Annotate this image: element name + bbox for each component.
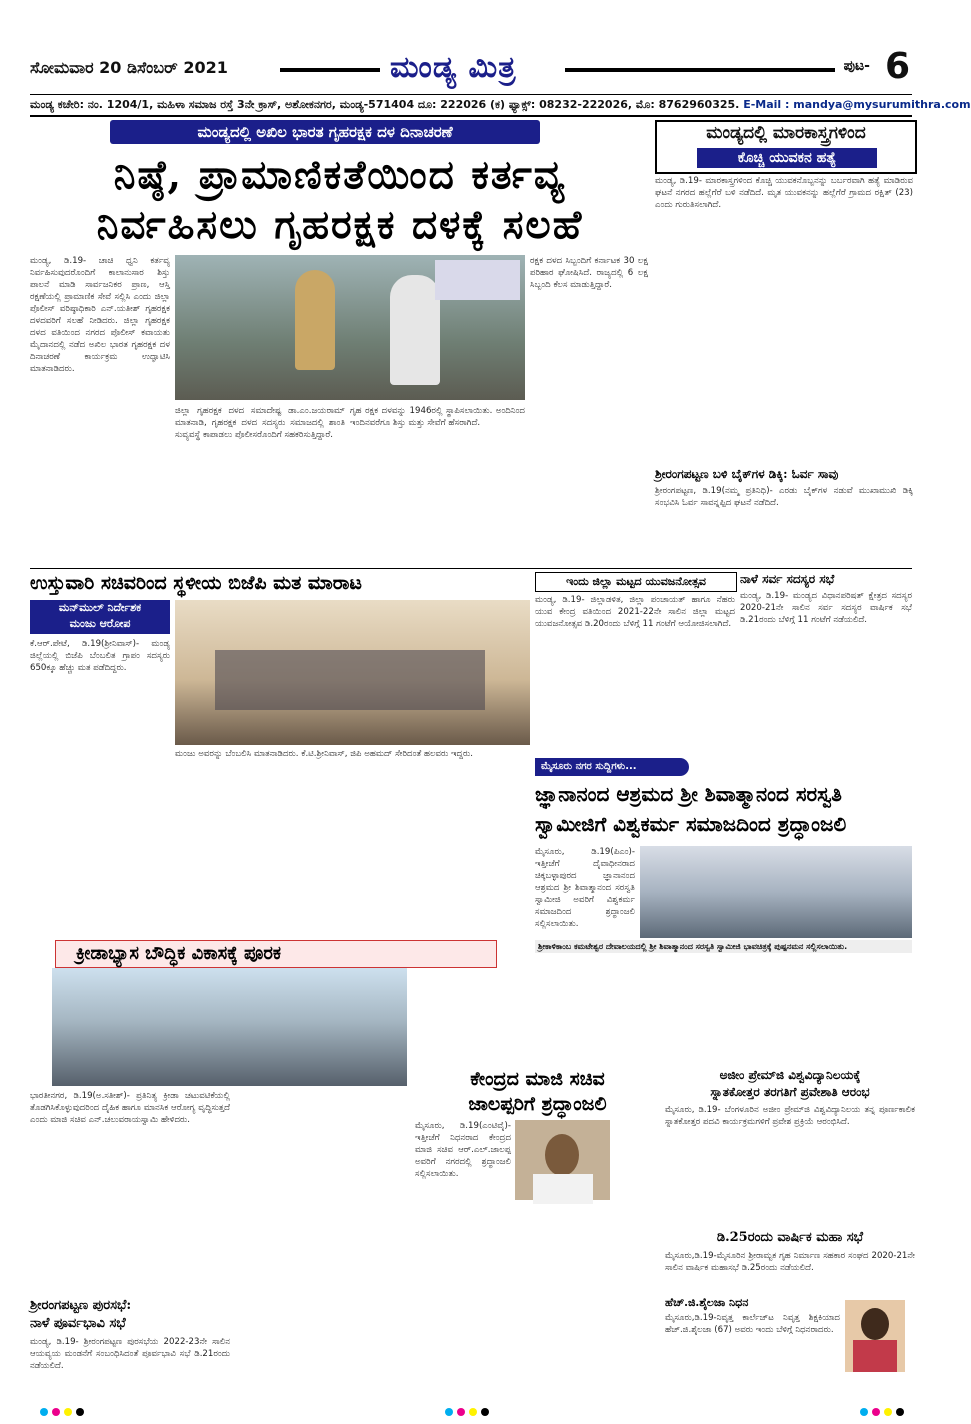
page-number: 6 [884,46,910,87]
sports-headline: ಕ್ರೀಡಾಭ್ಯಾಸ ಬೌದ್ಧಿಕ ವಿಕಾಸಕ್ಕೆ ಪೂರಕ [76,943,282,964]
mysuru-caption: ಶ್ರೀಕಾಳಿಕಾಂಬ ಕಮಟೇಶ್ವರ ದೇವಾಲಯದಲ್ಲಿ ಶ್ರೀ ಶಿವಾತ್ಮಾನಂದ ಸರಸ್ವತಿ ಸ್ವಾಮೀಜಿ ಭಾವಚಿತ್ರಕ್ಕೆ ಪುಷ್ಪನಮನ ಸಲ್ಲಿಸಲಾಯಿತು. [535,940,912,953]
side-sub-title: ಶ್ರೀರಂಗಪಟ್ಟಣ ಬಳಿ ಬೈಕ್‌ಗಳ ಡಿಕ್ಕಿ: ಓರ್ವ ಸಾವು [655,467,839,481]
sports-photo [52,968,407,1086]
general-body-title: ನಾಳೆ ಸರ್ವ ಸದಸ್ಯರ ಸಭೆ [740,572,835,586]
bjp-subhead-2: ಮಂಜು ಆರೋಪ [69,617,131,630]
lead-column-1: ಮಂಡ್ಯ, ಡಿ.19- ಚಾಚಿ ಧ್ವನಿ ಕರ್ತವ್ಯ ನಿರ್ವಹಿಸುವುದರೊಂದಿಗೆ ಕಾಲಾನುಸಾರ ಶಿಸ್ತು ಪಾಲನೆ ಮಾಡಿ ಸಾರ್ವಜನಿಕರ ಪ್ರಾಣ, ಆಸ್ತಿ ರಕ್ಷಣೆಯಲ್ಲಿ ಪ್ರಾಮಾಣಿಕ ಸೇವೆ ಸಲ್ಲಿಸಿ ಎಂದು ಜಿಲ್ಲಾ ಪೊಲೀಸ್ ವರಿಷ್ಠಾಧಿಕಾರಿ ಎನ್.ಯತೀಶ್ ಗೃಹರಕ್ಷಕ ದಳದವರಿಗೆ ಸಲಹೆ ನೀಡಿದರು. ಜಿಲ್ಲಾ ಗೃಹರಕ್ಷಕ ದಳದ ವತಿಯಿಂದ ನಗರದ ಪೊಲೀಸ್ ಕವಾಯತು ಮೈದಾನದಲ್ಲಿ ನಡೆದ ಅಖಿಲ ಭಾರತ ಗೃಹರಕ್ಷಕ ದಳ ದಿನಾಚರಣೆ ಕಾರ್ಯಕ್ರಮ ಉದ್ಘಾಟಿಸಿ ಮಾತನಾಡಿದರು. [30,256,170,374]
portrait-shirt [533,1174,593,1204]
cyan-dot [860,1408,868,1416]
cyan-dot [40,1408,48,1416]
bjp-subhead-1: ಮನ್‌ಮುಲ್ ನಿರ್ದೇಶಕ [58,601,142,614]
office-email: E-Mail : mandya@mysurumithra.com [743,98,971,111]
youth-fest-body: ಮಂಡ್ಯ, ಡಿ.19- ಜಿಲ್ಲಾಡಳಿತ, ಜಿಲ್ಲಾ ಪಂಚಾಯತ್ ಹಾಗೂ ನೆಹರು ಯುವ ಕೇಂದ್ರ ವತಿಯಿಂದ 2021-22ನೇ ಸಾಲಿನ ಜಿಲ್ಲಾ ಮಟ್ಟದ ಯುವಜನೋತ್ಸವ ಡಿ.20ರಂದು ಬೆಳಿಗ್ಗೆ 11 ಗಂಟೆಗೆ ಆಯೋಜಿಸಲಾಗಿದೆ. [535,595,735,629]
section-divider [30,568,912,569]
newspaper-logo: ಮಂಡ್ಯ ಮಿತ್ರ [390,50,517,85]
group-of-people [215,650,485,710]
obituary-face [861,1308,889,1340]
university-headline-2: ಸ್ನಾತಕೋತ್ತರ ತರಗತಿಗೆ ಪ್ರವೇಶಾತಿ ಆರಂಭ [710,1085,870,1099]
sports-sub-title-2: ನಾಳೆ ಪೂರ್ವಭಾವಿ ಸಭೆ [30,1316,126,1331]
magenta-dot [52,1408,60,1416]
page-label: ಪುಟ- [843,58,870,74]
meeting-title: ಡಿ.25ರಂದು ವಾರ್ಷಿಕ ಮಹಾ ಸಭೆ [716,1230,864,1245]
bjp-headline: ಉಸ್ತುವಾರಿ ಸಚಿವರಿಂದ ಸ್ಥಳೀಯ ಬಿಜೆಪಿ ಮತ ಮಾರಾಟ [30,572,362,594]
black-dot [76,1408,84,1416]
speaker-figure [390,275,440,385]
side-story-header [655,120,917,174]
black-dot [896,1408,904,1416]
obituary-saree [853,1340,897,1372]
sports-sub-title-1: ಶ್ರೀರಂಗಪಟ್ಟಣ ಪುರಸಭೆ: [30,1298,132,1313]
meeting-body: ಮೈಸೂರು,ಡಿ.19-ಮೈಸೂರಿನ ಶ್ರೀರಾಮ್ಟಕ ಗೃಹ ನಿರ್ಮಾಣ ಸಹಕಾರ ಸಂಘದ 2020-21ನೇ ಸಾಲಿನ ವಾರ್ಷಿಕ ಮಹಾಸಭೆ ಡಿ.25ರಂದು ನಡೆಯಲಿದೆ. [665,1251,915,1273]
masthead-rule-left [280,68,380,72]
masthead [30,46,910,90]
bjp-photo [175,600,530,745]
jalappa-portrait [515,1120,610,1200]
officer-figure [295,270,335,370]
university-headline-1: ಅಜೀಂ ಪ್ರೇಮ್‌ಜಿ ವಿಶ್ವವಿದ್ಯಾನಿಲಯಕ್ಕೆ [719,1068,861,1082]
bjp-caption: ಮಂಜು ಅವರನ್ನು ಬೆಂಬಲಿಸಿ ಮಾತನಾಡಿದರು. ಕೆ.ಟಿ.ಶ್ರೀನಿವಾಸ್, ಜಿಪಿ ಅಹಮದ್ ಸೇರಿದಂತೆ ಹಲವರು ಇದ್ದರು. [175,749,473,759]
jalappa-body: ಮೈಸೂರು, ಡಿ.19(ಎಂಟಿವೈ)- ಇತ್ತೀಚೆಗೆ ನಿಧನರಾದ ಕೇಂದ್ರದ ಮಾಜಿ ಸಚಿವ ಆರ್.ಎಲ್.ಜಾಲಪ್ಪ ಅವರಿಗೆ ನಗರದಲ್ಲಿ ಶ್ರದ್ಧಾಂಜಲಿ ಸಲ್ಲಿಸಲಾಯಿತು. [415,1121,511,1179]
mysuru-news-tag: ಮೈಸೂರು ನಗರ ಸುದ್ದಿಗಳು... [535,758,689,776]
cyan-dot [445,1408,453,1416]
obituary-title: ಹೆಚ್.ಜಿ.ಶೈಲಜಾ ನಿಧನ [665,1296,749,1309]
office-address-line [30,94,971,117]
black-dot [481,1408,489,1416]
sports-headline-band [55,940,497,968]
magenta-dot [457,1408,465,1416]
youth-fest-title: ಇಂದು ಜಿಲ್ಲಾ ಮಟ್ಟದ ಯುವಜನೋತ್ಸವ [535,572,737,592]
lead-column-2: ಜಿಲ್ಲಾ ಗೃಹರಕ್ಷಕ ದಳದ ಸಮಾದೇಷ್ಟ ಡಾ.ಎಂ.ಜಯರಾಮ್ ಮಾತನಾಡಿ, ಗೃಹರಕ್ಷಕ ದಳದ ಸದಸ್ಯರು ಸಮಾಜದಲ್ಲಿ ಶಾಂತಿ ಸುವ್ಯವಸ್ಥೆ ಕಾಪಾಡಲು ಪೊಲೀಸರೊಂದಿಗೆ ಸಹಕರಿಸುತ್ತಿದ್ದಾರೆ. [175,406,345,440]
lead-kicker: ಮಂಡ್ಯದಲ್ಲಿ ಅಖಿಲ ಭಾರತ ಗೃಹರಕ್ಷಕ ದಳ ದಿನಾಚರಣೆ [110,120,540,144]
lead-headline-line-1: ನಿಷ್ಠೆ, ಪ್ರಾಮಾಣಿಕತೆಯಿಂದ ಕರ್ತವ್ಯ [113,152,567,198]
side-story-title-1: ಮಂಡ್ಯದಲ್ಲಿ ಮಾರಕಾಸ್ತ್ರಗಳಿಂದ [706,123,866,143]
jalappa-headline-2: ಜಾಲಪ್ಪರಿಗೆ ಶ್ರದ್ಧಾಂಜಲಿ [468,1093,607,1115]
mysuru-body: ಮೈಸೂರು, ಡಿ.19(ಪಿಎಂ)- ಇತ್ತೀಚೆಗೆ ದೈವಾಧೀನರಾದ ಚಿಕ್ಕಬಳ್ಳಾಪುರದ ಜ್ಞಾನಾನಂದ ಆಶ್ರಮದ ಶ್ರೀ ಶಿವಾತ್ಮಾನಂದ ಸರಸ್ವತಿ ಸ್ವಾಮೀಜಿ ಅವರಿಗೆ ವಿಶ್ವಕರ್ಮ ಸಮಾಜದಿಂದ ಶ್ರದ್ಧಾಂಜಲಿ ಸಲ್ಲಿಸಲಾಯಿತು. [535,847,635,929]
magenta-dot [872,1408,880,1416]
masthead-rule-right [565,68,835,72]
yellow-dot [64,1408,72,1416]
lead-column-4: ರಕ್ಷಕ ದಳದ ಸಿಬ್ಬಂದಿಗೆ ಕರ್ನಾಟಕ 30 ಲಕ್ಷ ಪರಿಹಾರ ಘೋಷಿಸಿದೆ. ರಾಜ್ಯದಲ್ಲಿ 6 ಲಕ್ಷ ಸಿಬ್ಬಂದಿ ಕೆಲಸ ಮಾಡುತ್ತಿದ್ದಾರೆ. [530,256,648,290]
lead-photo [175,255,525,400]
university-body: ಮೈಸೂರು, ಡಿ.19- ಬೆಂಗಳೂರಿನ ಅಜೀಂ ಪ್ರೇಮ್‌ಜಿ ವಿಶ್ವವಿದ್ಯಾನಿಲಯ ತನ್ನ ಪೂರ್ಣಕಾಲಿಕ ಸ್ನಾತಕೋತ್ತರ ಪದವಿ ಕಾರ್ಯಕ್ರಮಗಳಿಗೆ ಪ್ರವೇಶ ಪ್ರಕ್ರಿಯೆ ಆರಂಭಿಸಿದೆ. [665,1105,915,1127]
sports-body: ಭಾರತೀನಗರ, ಡಿ.19(ಅ.ಸತೀಶ್)- ಪ್ರತಿನಿತ್ಯ ಕ್ರೀಡಾ ಚಟುವಟಿಕೆಯಲ್ಲಿ ತೊಡಗಿಸಿಕೊಳ್ಳುವುದರಿಂದ ದೈಹಿಕ ಹಾಗೂ ಮಾನಸಿಕ ಆರೋಗ್ಯ ವೃದ್ಧಿಸುತ್ತದೆ ಎಂದು ಮಾಜಿ ಸಚಿವ ಎನ್.ಚಲುವರಾಯಸ್ವಾಮಿ ಹೇಳಿದರು. [30,1091,230,1125]
portrait-face [545,1134,579,1176]
bjp-body: ಕೆ.ಆರ್.ಪೇಟೆ, ಡಿ.19(ಶ್ರೀನಿವಾಸ್)- ಮಂಡ್ಯ ಜಿಲ್ಲೆಯಲ್ಲಿ ಬಿಜೆಪಿ ಬೆಂಬಲಿತ ಗ್ರಾಪಂ ಸದಸ್ಯರು 650ಕ್ಕೂ ಹೆಚ್ಚು ಮತ ಪಡೆದಿದ್ದರು. [30,639,170,673]
sports-sub-body: ಮಂಡ್ಯ, ಡಿ.19- ಶ್ರೀರಂಗಪಟ್ಟಣ ಪುರಸಭೆಯ 2022-23ನೇ ಸಾಲಿನ ಆಯವ್ಯಯ ಮಂಡನೆಗೆ ಸಂಬಂಧಿಸಿದಂತೆ ಪೂರ್ವಭಾವಿ ಸಭೆ ಡಿ.21ರಂದು ನಡೆಯಲಿದೆ. [30,1337,230,1371]
mysuru-headline-1: ಜ್ಞಾನಾನಂದ ಆಶ್ರಮದ ಶ್ರೀ ಶಿವಾತ್ಮಾನಂದ ಸರಸ್ವತಿ [535,782,842,806]
general-body-text: ಮಂಡ್ಯ, ಡಿ.19- ಮಂಡ್ಯದ ವಿಧಾನಪರಿಷತ್ ಕ್ಷೇತ್ರದ ಸದಸ್ಯರ 2020-21ನೇ ಸಾಲಿನ ಸರ್ವ ಸದಸ್ಯರ ವಾರ್ಷಿಕ ಸಭೆ ಡಿ.21ರಂದು ಬೆಳಿಗ್ಗೆ 11 ಗಂಟೆಗೆ ನಡೆಯಲಿದೆ. [740,591,912,625]
side-sub-body: ಶ್ರೀರಂಗಪಟ್ಟಣ, ಡಿ.19(ನಮ್ಮ ಪ್ರತಿನಿಧಿ)- ಎರಡು ಬೈಕ್‌ಗಳ ನಡುವೆ ಮುಖಾಮುಖಿ ಡಿಕ್ಕಿ ಸಂಭವಿಸಿ ಓರ್ವ ಸಾವನ್ನಪ್ಪಿದ ಘಟನೆ ನಡೆದಿದೆ. [655,486,913,508]
print-registration-marks [0,1408,945,1420]
mysuru-headline-2: ಸ್ವಾಮೀಜಿಗೆ ವಿಶ್ವಕರ್ಮ ಸಮಾಜದಿಂದ ಶ್ರದ್ಧಾಂಜಲಿ [535,812,847,836]
yellow-dot [884,1408,892,1416]
obituary-body: ಮೈಸೂರು,ಡಿ.19-ನಿವೃತ್ತ ಕಾರ್ಲೆಜ್‌ಟ ನಿವೃತ್ತ ಶಿಕ್ಷಕಿಯಾದ ಹೆಚ್.ಜಿ.ಶೈಲಜಾ (67) ಅವರು ಇಂದು ಬೆಳಿಗ್ಗೆ ನಿಧನರಾದರು. [665,1313,840,1335]
yellow-dot [469,1408,477,1416]
mysuru-photo [640,846,912,938]
side-story-title-2: ಕೊಚ್ಚಿ ಯುವಕನ ಹತ್ಯೆ [697,148,877,168]
lead-headline-line-2: ನಿರ್ವಹಿಸಲು ಗೃಹರಕ್ಷಕ ದಳಕ್ಕೆ ಸಲಹೆ [96,202,584,248]
side-story-body: ಮಂಡ್ಯ, ಡಿ.19- ಮಾರಕಾಸ್ತ್ರಗಳಿಂದ ಕೊಚ್ಚಿ ಯುವಕನೊಬ್ಬನನ್ನು ಬರ್ಬರವಾಗಿ ಹತ್ಯೆ ಮಾಡಿರುವ ಘಟನೆ ನಗರದ ಹಲ್ಲೆಗೆರೆ ಬಳಿ ನಡೆದಿದೆ. ಮೃತ ಯುವಕನನ್ನು ಹಲ್ಲೆಗೆರೆ ಗ್ರಾಮದ ರಕ್ಷಿತ್ (23) ಎಂದು ಗುರುತಿಸಲಾಗಿದೆ. [655,176,913,210]
bjp-subhead-box [30,600,170,634]
obituary-photo [845,1300,905,1372]
office-address: ಮಂಡ್ಯ ಕಚೇರಿ: ನಂ. 1204/1, ಮಹಿಳಾ ಸಮಾಜ ರಸ್ತೆ 3ನೇ ಕ್ರಾಸ್, ಅಶೋಕನಗರ, ಮಂಡ್ಯ-571404 ದೂ: 222026 (ಕ) ಫ್ಯಾಕ್ಸ್: 08232-222026, ಮೊ: 8762960325. [30,98,740,111]
issue-date: ಸೋಮವಾರ 20 ಡಿಸೆಂಬರ್ 2021 [30,58,228,77]
banner-board [435,260,520,300]
jalappa-headline-1: ಕೇಂದ್ರದ ಮಾಜಿ ಸಚಿವ [470,1068,605,1090]
lead-column-3: ಗೃಹ ರಕ್ಷಕ ದಳವನ್ನು 1946ರಲ್ಲಿ ಸ್ಥಾಪಿಸಲಾಯಿತು. ಅಂದಿನಿಂದ ಇಂದಿನವರೆಗೂ ಶಿಸ್ತು ಮತ್ತು ಸೇವೆಗೆ ಹೆಸರಾಗಿದೆ. [350,406,525,428]
